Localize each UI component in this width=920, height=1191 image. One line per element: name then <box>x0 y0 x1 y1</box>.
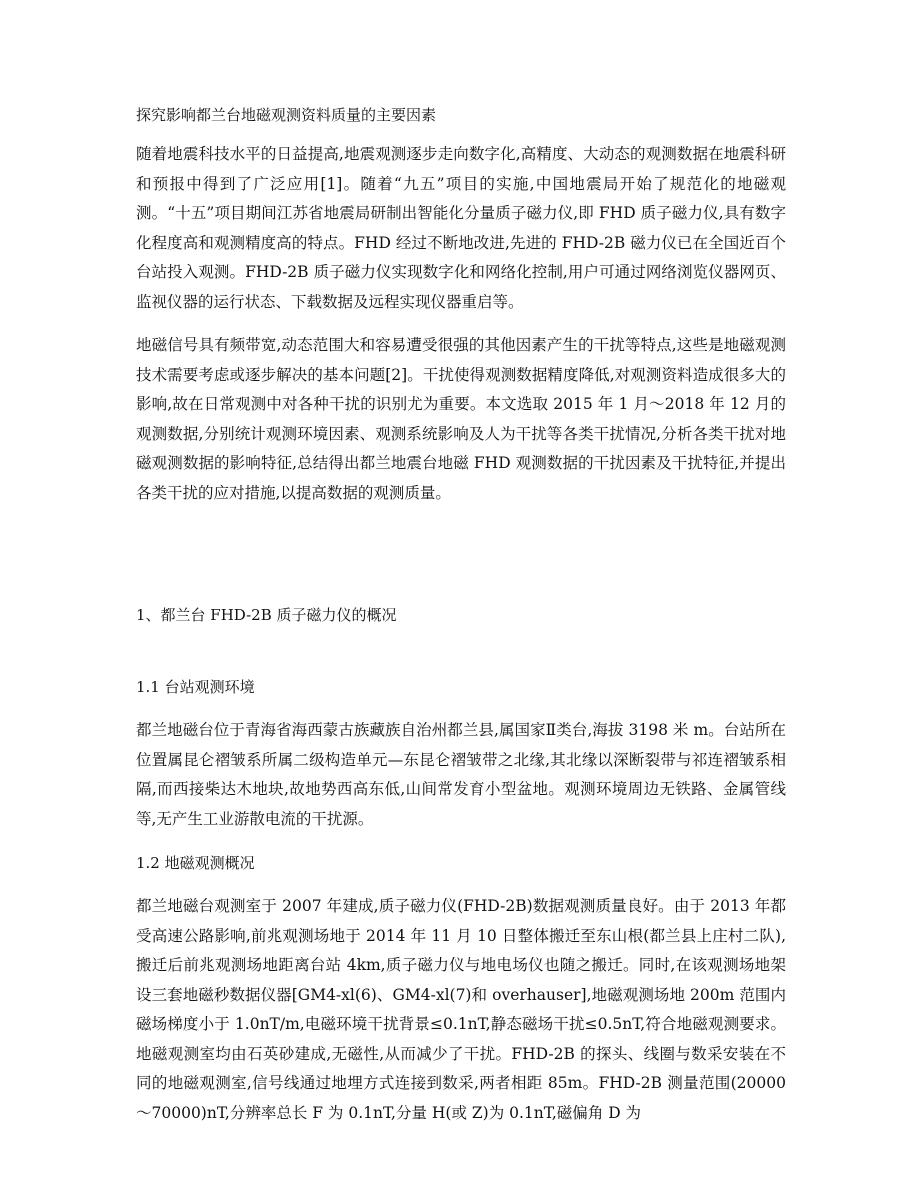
section-1-2-paragraph: 都兰地磁台观测室于 2007 年建成,质子磁力仪(FHD-2B)数据观测质量良好。由于 2013 年都受高速公路影响,前兆观测场地于 2014 年 11 月 10 日整体搬迁至东山根(都兰县上庄村二队),搬迁后前兆观测场地距离台站 4km,质子磁力仪与地电场仪也随之搬迁。同时,在该观测场地架设三套地磁秒数据仪器[GM4-xl(6)、GM4-xl(7)和 overhauser],地磁观测场地 200m 范围内磁场梯度小于 1.0nT/m,电磁环境干扰背景≤0.1nT,静态磁场干扰≤0.5nT,符合地磁观测要求。地磁观测室均由石英砂建成,无磁性,从而减少了干扰。FHD-2B 的探头、线圈与数采安装在不同的地磁观测室,信号线通过地埋方式连接到数采,两者相距 85m。FHD-2B 测量范围(20000～70000)nT,分辨率总长 F 为 0.1nT,分量 H(或 Z)为 0.1nT,磁偏角 D 为 <box>136 897 786 1122</box>
section-1-heading: 1、都兰台 FHD-2B 质子磁力仪的概况 <box>136 606 397 624</box>
spacer <box>136 878 786 892</box>
section-1-2-heading: 1.2 地磁观测概况 <box>136 854 255 872</box>
intro-paragraph-2: 地磁信号具有频带宽,动态范围大和容易遭受很强的其他因素产生的干扰等特点,这些是地磁观测技术需要考虑或逐步解决的基本问题[2]。干扰使得观测数据精度降低,对观测资料造成很多大的影响,故在日常观测中对各种干扰的识别尤为重要。本文选取 2015 年 1 月～2018 年 12 月的观测数据,分别统计观测环境因素、观测系统影响及人为干扰等各类干扰情况,分析各类干扰对地磁观测数据的影响特征,总结得出都兰地震台地磁 FHD 观测数据的干扰因素及干扰特征,并提出各类干扰的应对措施,以提高数据的观测质量。 <box>136 336 786 502</box>
section-1-1-paragraph: 都兰地磁台位于青海省海西蒙古族藏族自治州都兰县,属国家Ⅱ类台,海拔 3198 米 m。台站所在位置属昆仑褶皱系所属二级构造单元—东昆仑褶皱带之北缘,其北缘以深断裂带与祁连褶皱系相隔,而西接柴达木地块,故地势西高东低,山间常发育小型盆地。观测环境周边无铁路、金属管线等,无产生工业游散电流的干扰源。 <box>136 721 786 828</box>
spacer <box>136 630 786 672</box>
spacer <box>136 522 786 600</box>
document-title: 探究影响都兰台地磁观测资料质量的主要因素 <box>136 106 437 124</box>
spacer <box>136 702 786 716</box>
intro-paragraph-1: 随着地震科技水平的日益提高,地震观测逐步走向数字化,高精度、大动态的观测数据在地震科研和预报中得到了广泛应用[1]。随着“九五”项目的实施,中国地震局开始了规范化的地磁观测。“十五”项目期间江苏省地震局研制出智能化分量质子磁力仪,即 FHD 质子磁力仪,具有数字化程度高和观测精度高的特点。FHD 经过不断地改进,先进的 FHD-2B 磁力仪已在全国近百个台站投入观测。FHD-2B 质子磁力仪实现数字化和网络化控制,用户可通过网络浏览仪器网页、监视仪器的运行状态、下载数据及远程实现仪器重启等。 <box>136 145 786 311</box>
document-page <box>136 100 786 1142</box>
section-1-1-heading: 1.1 台站观测环境 <box>136 678 255 696</box>
